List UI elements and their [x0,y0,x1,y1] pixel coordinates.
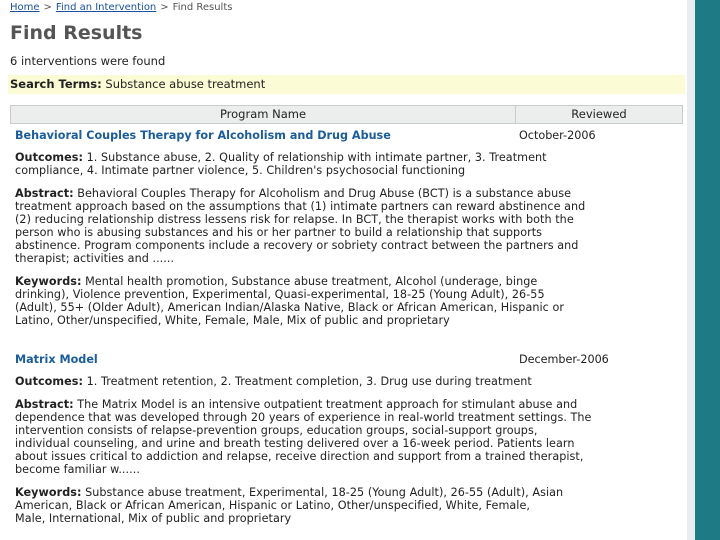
column-header-reviewed[interactable]: Reviewed [516,105,683,124]
breadcrumb-home-link[interactable]: Home [10,2,40,13]
keywords-label: Keywords: [15,275,82,288]
page-title: Find Results [10,22,143,44]
search-terms-label: Search Terms: [10,77,102,91]
results-count: 6 interventions were found [10,54,166,68]
result-title-row [15,129,685,143]
abstract-text: individual counseling, and urine and breath testing delivered over a 16-week period. Patients learn [15,437,575,450]
abstract-text: (2) reducing relationship distress lessens risk for relapse. In BCT, the therapist works with both the [15,213,574,226]
abstract-label: Abstract: [15,398,74,411]
abstract-text: dependence that was developed through 20 years of experience in real-world treatment settings. The [15,411,592,424]
result-keywords [15,275,685,327]
result-reviewed-date: December-2006 [519,353,609,366]
result-outcomes [15,151,685,177]
breadcrumb [10,2,232,13]
abstract-text: intervention consists of relapse-prevention groups, education groups, social-support groups, [15,424,538,437]
abstract-text: The Matrix Model is an intensive outpatient treatment approach for stimulant abuse and [77,398,578,411]
search-terms-value: Substance abuse treatment [105,77,266,91]
keywords-text: American, Black or African American, Hispanic or Latino, Other/unspecified, White, Female, [15,499,531,512]
outcomes-label: Outcomes: [15,375,83,388]
outcomes-text: compliance, 4. Intimate partner violence, 5. Children's psychosocial functioning [15,164,466,177]
abstract-text: Behavioral Couples Therapy for Alcoholism and Drug Abuse (BCT) is a substance abuse [77,187,572,200]
right-accent-bar [695,0,720,540]
search-terms-bar [8,75,685,94]
outcomes-text: 1. Treatment retention, 2. Treatment completion, 3. Drug use during treatment [86,375,532,388]
result-outcomes [15,375,685,388]
breadcrumb-separator: > [160,2,169,13]
result-title-row [15,353,685,367]
keywords-text: Male, International, Mix of public and proprietary [15,512,292,525]
keywords-text: Substance abuse treatment, Experimental, 18-25 (Young Adult), 26-55 (Adult), Asian [85,486,564,499]
abstract-text: abstinence. Program components include a recovery or sobriety contract between the partners and [15,239,579,252]
keywords-text: Latino, Other/unspecified, White, Female, Male, Mix of public and proprietary [15,314,450,327]
abstract-text: person who is abusing substances and his or her partner to build a relationship that supports [15,226,543,239]
result-title-link[interactable]: Matrix Model [15,353,98,366]
keywords-text: (Adult), 55+ (Older Adult), American Indian/Alaska Native, Black or African American, Hispanic or [15,301,565,314]
abstract-text: treatment approach based on the assumptions that (1) intimate partners can reward abstinence and [15,200,586,213]
outcomes-text: 1. Substance abuse, 2. Quality of relationship with intimate partner, 3. Treatment [86,151,547,164]
keywords-text: Mental health promotion, Substance abuse treatment, Alcohol (underage, binge [85,275,538,288]
keywords-label: Keywords: [15,486,82,499]
results-table-header [10,105,683,124]
result-item [15,129,685,327]
abstract-text: about issues critical to addiction and relapse, receive direction and support from a trained therapist, [15,450,584,463]
result-abstract [15,398,685,476]
outcomes-label: Outcomes: [15,151,83,164]
result-reviewed-date: October-2006 [519,129,596,142]
breadcrumb-current: Find Results [172,2,233,13]
breadcrumb-separator: > [43,2,52,13]
keywords-text: drinking), Violence prevention, Experimental, Quasi-experimental, 18-25 (Young Adult), 26-55 [15,288,545,301]
abstract-text: therapist; activities and ...... [15,252,175,265]
right-margin [687,0,695,540]
abstract-text: become familiar w...... [15,463,140,476]
result-abstract [15,187,685,265]
column-header-program-name[interactable]: Program Name [10,105,516,124]
result-keywords [15,486,685,525]
abstract-label: Abstract: [15,187,74,200]
result-item [15,353,685,525]
breadcrumb-find-intervention-link[interactable]: Find an Intervention [55,2,157,13]
result-title-link[interactable]: Behavioral Couples Therapy for Alcoholism and Drug Abuse [15,129,391,142]
